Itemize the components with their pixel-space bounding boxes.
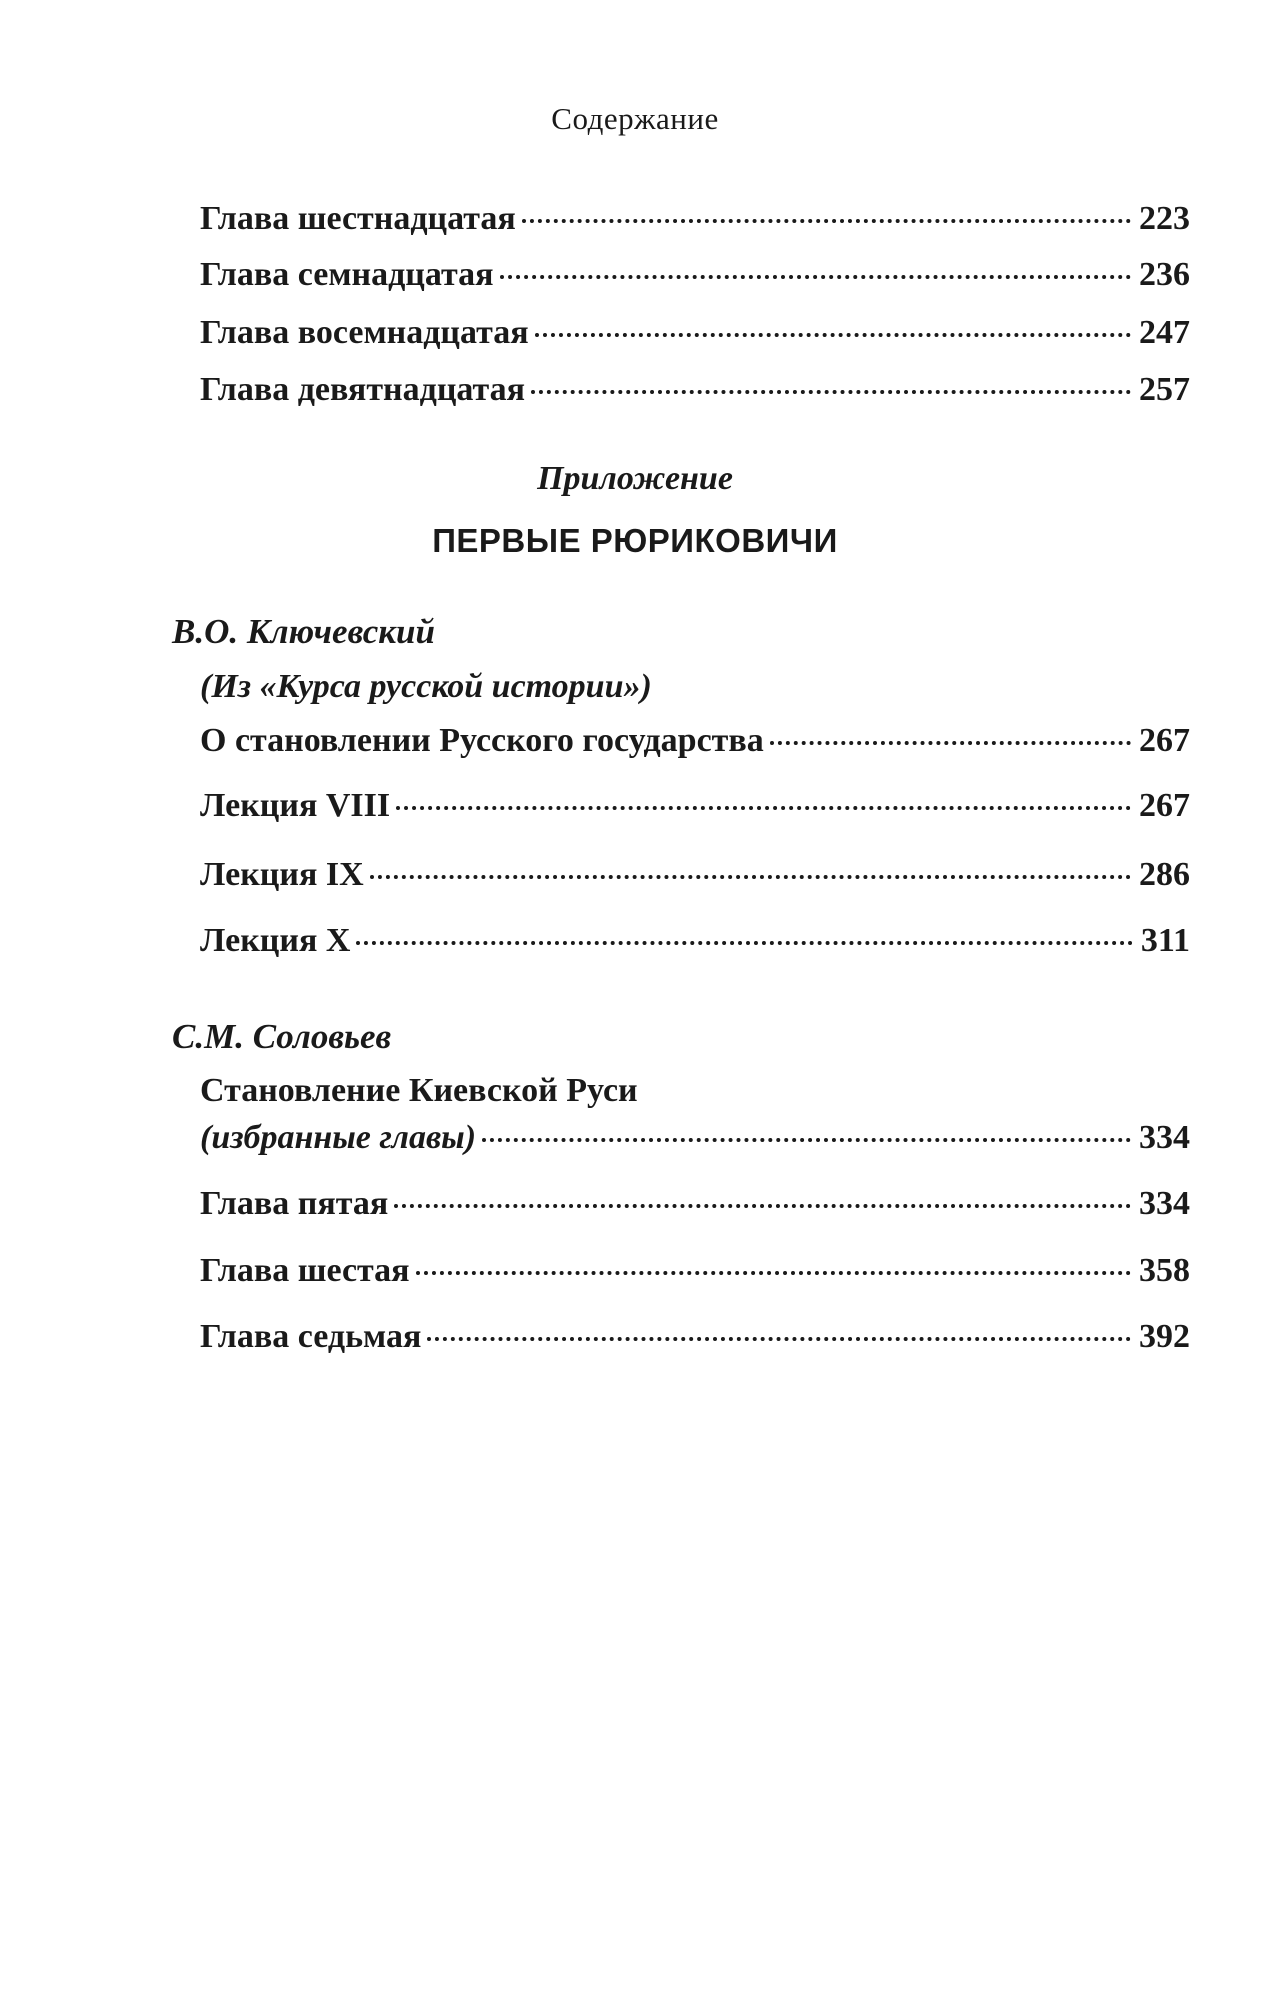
- toc-entry-title: Глава восемнадцатая: [200, 314, 529, 351]
- dot-leader: [370, 875, 1131, 879]
- toc-entry-page: 257: [1139, 371, 1190, 408]
- toc-entry-page: 334: [1139, 1185, 1190, 1222]
- dot-leader: [394, 1204, 1131, 1208]
- dot-leader: [396, 806, 1131, 810]
- dot-leader: [770, 741, 1131, 745]
- toc-entry-page: 334: [1139, 1119, 1190, 1156]
- toc-entry-chapter-7[interactable]: [200, 1318, 1190, 1362]
- toc-entry-title: (избранные главы): [200, 1119, 477, 1156]
- toc-entry-title: Глава девятнадцатая: [200, 371, 526, 408]
- author-klyuchevsky: В.О. Ключевский: [172, 612, 435, 651]
- toc-entry-page: 247: [1139, 314, 1190, 351]
- toc-entry-page: 358: [1139, 1252, 1190, 1289]
- toc-entry-title: Лекция VIII: [200, 787, 391, 824]
- toc-entry-work-klyuchevsky[interactable]: [200, 722, 1190, 766]
- dot-leader: [416, 1271, 1131, 1275]
- dot-leader: [427, 1337, 1131, 1341]
- author-solovyov: С.М. Соловьев: [172, 1017, 392, 1056]
- dot-leader: [535, 333, 1131, 337]
- toc-entry-title: Лекция IX: [200, 856, 364, 893]
- toc-entry-selected-chapters[interactable]: [200, 1119, 1190, 1163]
- toc-entry-chapter-17[interactable]: [200, 256, 1190, 300]
- dot-leader: [531, 390, 1131, 394]
- toc-entry-title: Глава шестая: [200, 1252, 410, 1289]
- toc-entry-title: Лекция X: [200, 922, 351, 959]
- toc-entry-page: 267: [1139, 787, 1190, 824]
- toc-entry-title: Глава шестнадцатая: [200, 200, 516, 237]
- toc-entry-page: 223: [1139, 200, 1190, 237]
- toc-entry-title: Глава седьмая: [200, 1318, 422, 1355]
- toc-entry-lecture-9[interactable]: [200, 856, 1190, 900]
- running-head: Содержание: [551, 101, 719, 136]
- toc-entry-title: Глава пятая: [200, 1185, 389, 1222]
- source-note: (Из «Курса русской истории»): [200, 668, 652, 705]
- toc-entry-title: Глава семнадцатая: [200, 256, 494, 293]
- toc-entry-lecture-8[interactable]: [200, 787, 1190, 831]
- work-title-solovyov: Становление Киевской Руси: [200, 1072, 638, 1109]
- toc-entry-chapter-19[interactable]: [200, 371, 1190, 415]
- dot-leader: [522, 219, 1131, 223]
- toc-entry-title: О становлении Русского государства: [200, 722, 764, 759]
- dot-leader: [356, 941, 1132, 945]
- toc-entry-page: 311: [1140, 922, 1190, 959]
- toc-entry-page: 286: [1139, 856, 1190, 893]
- toc-entry-chapter-16[interactable]: [200, 200, 1190, 244]
- appendix-title: ПЕРВЫЕ РЮРИКОВИЧИ: [432, 522, 838, 559]
- toc-entry-chapter-5[interactable]: [200, 1185, 1190, 1229]
- toc-entry-page: 392: [1139, 1318, 1190, 1355]
- dot-leader: [482, 1138, 1131, 1142]
- appendix-label: Приложение: [537, 460, 733, 497]
- dot-leader: [500, 275, 1132, 279]
- toc-entry-page: 236: [1139, 256, 1190, 293]
- toc-entry-page: 267: [1139, 722, 1190, 759]
- toc-entry-chapter-18[interactable]: [200, 314, 1190, 358]
- toc-entry-lecture-10[interactable]: [200, 922, 1190, 966]
- toc-entry-chapter-6[interactable]: [200, 1252, 1190, 1296]
